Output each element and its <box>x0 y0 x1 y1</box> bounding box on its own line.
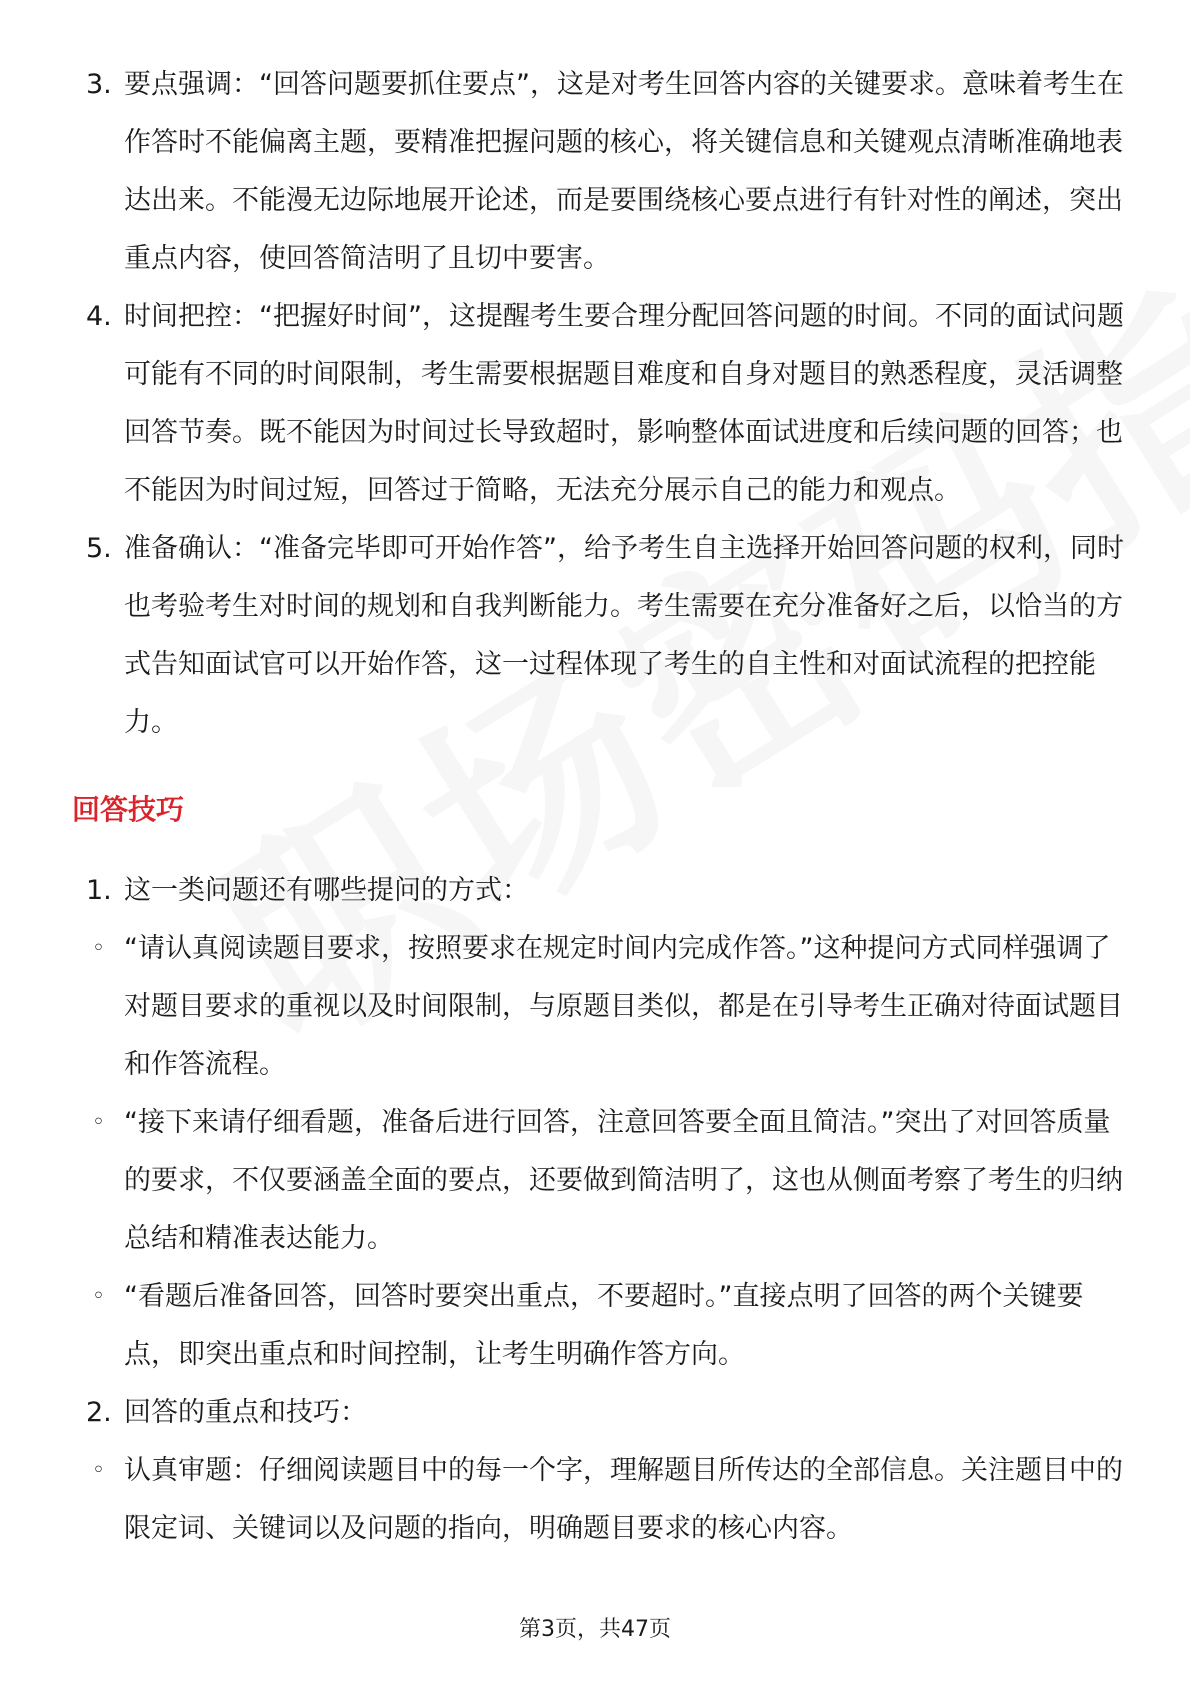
sub-list-item-text: “请认真阅读题目要求，按照要求在规定时间内完成作答。”这种提问方式同样强调了对题目要求的重视以及时间限制，与原题目类似，都是在引导考生正确对待面试题目和作答流程。 <box>124 933 1123 1080</box>
bullet-icon: ◦ <box>92 1284 105 1309</box>
sub-list-item <box>72 1268 1132 1384</box>
bullet-icon: ◦ <box>92 1110 105 1135</box>
list-item <box>72 862 1132 920</box>
numbered-list-tips <box>72 862 1132 1558</box>
sub-list-item-text: “看题后准备回答，回答时要突出重点，不要超时。”直接点明了回答的两个关键要点，即突出重点和时间控制，让考生明确作答方向。 <box>124 1281 1084 1370</box>
bullet-icon: ◦ <box>92 1458 105 1483</box>
list-item <box>72 520 1132 752</box>
list-item-text: 要点强调：“回答问题要抓住要点”，这是对考生回答内容的关键要求。意味着考生在作答时不能偏离主题，要精准把握问题的核心，将关键信息和关键观点清晰准确地表达出来。不能漫无边际地展开论述，而是要围绕核心要点进行有针对性的阐述，突出重点内容，使回答简洁明了且切中要害。 <box>124 69 1124 274</box>
sub-list-item-text: 认真审题：仔细阅读题目中的每一个字，理解题目所传达的全部信息。关注题目中的限定词、关键词以及问题的指向，明确题目要求的核心内容。 <box>124 1455 1123 1544</box>
sub-list <box>72 920 1132 1384</box>
numbered-list-top <box>72 56 1132 752</box>
sub-list-item <box>72 1094 1132 1268</box>
page-content <box>72 56 1132 1558</box>
bullet-icon: ◦ <box>92 936 105 961</box>
sub-list-item <box>72 920 1132 1094</box>
section-title: 回答技巧 <box>72 793 185 826</box>
list-number: 2. <box>86 1397 112 1428</box>
list-number: 4. <box>86 301 112 332</box>
list-item <box>72 56 1132 288</box>
list-item-text: 回答的重点和技巧： <box>124 1397 367 1428</box>
list-number: 1. <box>86 875 112 906</box>
sub-list <box>72 1442 1132 1558</box>
list-item-text: 这一类问题还有哪些提问的方式： <box>124 875 529 906</box>
sub-list-item-text: “接下来请仔细看题，准备后进行回答，注意回答要全面且简洁。”突出了对回答质量的要求，不仅要涵盖全面的要点，还要做到简洁明了，这也从侧面考察了考生的归纳总结和精准表达能力。 <box>124 1107 1123 1254</box>
page-footer: 第3页，共47页 <box>519 1617 671 1642</box>
sub-list-item <box>72 1442 1132 1558</box>
list-item <box>72 1384 1132 1442</box>
list-number: 3. <box>86 69 112 100</box>
list-item-text: 准备确认：“准备完毕即可开始作答”，给予考生自主选择开始回答问题的权利，同时也考验考生对时间的规划和自我判断能力。考生需要在充分准备好之后，以恰当的方式告知面试官可以开始作答，这一过程体现了考生的自主性和对面试流程的把控能力。 <box>124 533 1124 738</box>
list-number: 5. <box>86 533 112 564</box>
list-item-text: 时间把控：“把握好时间”，这提醒考生要合理分配回答问题的时间。不同的面试问题可能有不同的时间限制，考生需要根据题目难度和自身对题目的熟悉程度，灵活调整回答节奏。既不能因为时间过长导致超时，影响整体面试进度和后续问题的回答；也不能因为时间过短，回答过于简略，无法充分展示自己的能力和观点。 <box>124 301 1124 506</box>
list-item <box>72 288 1132 520</box>
